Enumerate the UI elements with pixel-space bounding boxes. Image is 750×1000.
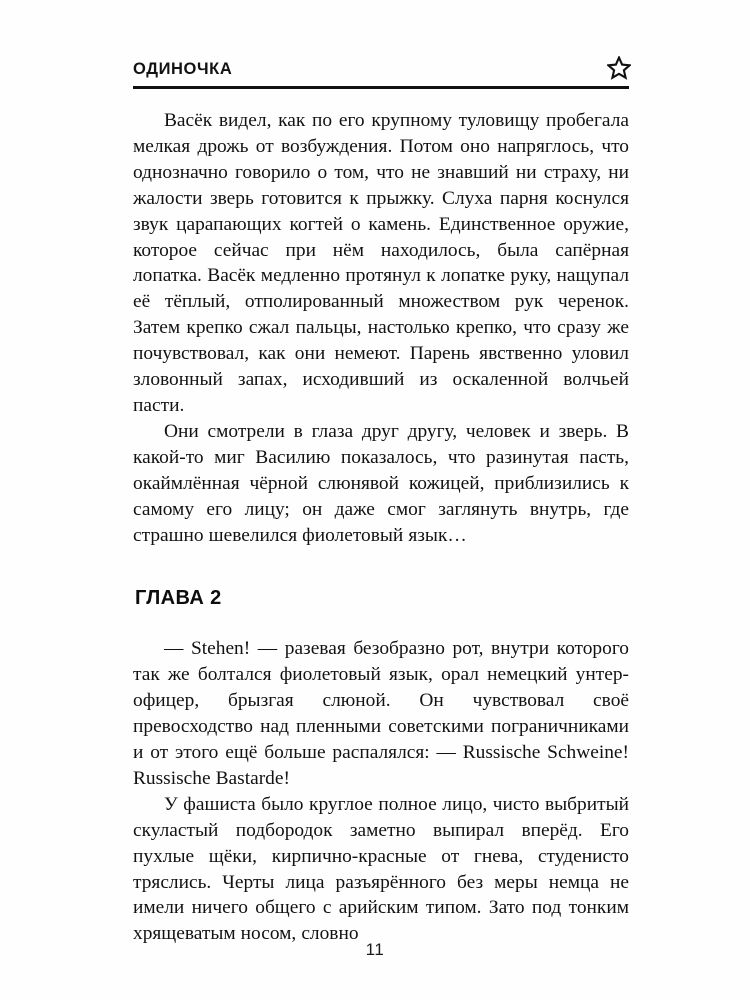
header-divider-rule [133, 86, 629, 89]
running-header [133, 58, 629, 92]
page-text-block [133, 108, 629, 947]
paragraph: Васёк видел, как по его крупному туловищу пробегала мелкая дрожь от возбуждения. Потом оно напряглось, что однозначно говорило о том, что не знавший ни страху, ни жалости зверь готовится к прыжку. Слуха парня коснулся звук царапающих когтей о камень. Единственное оружие, которое сейчас при нём находилось, была сапёрная лопатка. Васёк медленно протянул к лопатке руку, нащупал её тёплый, отполированный множеством рук черенок. Затем крепко сжал пальцы, настолько крепко, что сразу же почувствовал, как они немеют. Парень явственно уловил зловонный запах, исходивший из оскаленной волчьей пасти. [133, 110, 629, 416]
running-header-title: ОДИНОЧКА [133, 60, 233, 78]
page-number: 11 [365, 940, 385, 959]
chapter-heading: ГЛАВА 2 [135, 587, 222, 610]
paragraph: Они смотрели в глаза друг другу, человек и зверь. В какой-то миг Василию показалось, что разинутая пасть, окаймлённая чёрной слюнявой кожицей, приблизились к самому его лицу; он даже смог заглянуть внутрь, где страшно шевелился фиолетовый язык… [133, 420, 629, 546]
star-icon [607, 56, 631, 80]
paragraph: У фашиста было круглое полное лицо, чисто выбритый скуластый подбородок заметно выпирал вперёд. Его пухлые щёки, кирпично-красные от гнева, студенисто тряслись. Черты лица разъярённого без меры немца не имели ничего общего с арийским типом. Зато под тонким хрящеватым носом, словно [133, 793, 629, 945]
paragraph: — Stehen! — разевая безобразно рот, внутри которого так же болтался фиолетовый язык, орал немецкий унтер-офицер, брызгая слюной. Он чувствовал своё превосходство над пленными советскими пограничниками и от этого ещё больше распалялся: — Russische Schweine! Russische Bastarde! [133, 638, 629, 789]
